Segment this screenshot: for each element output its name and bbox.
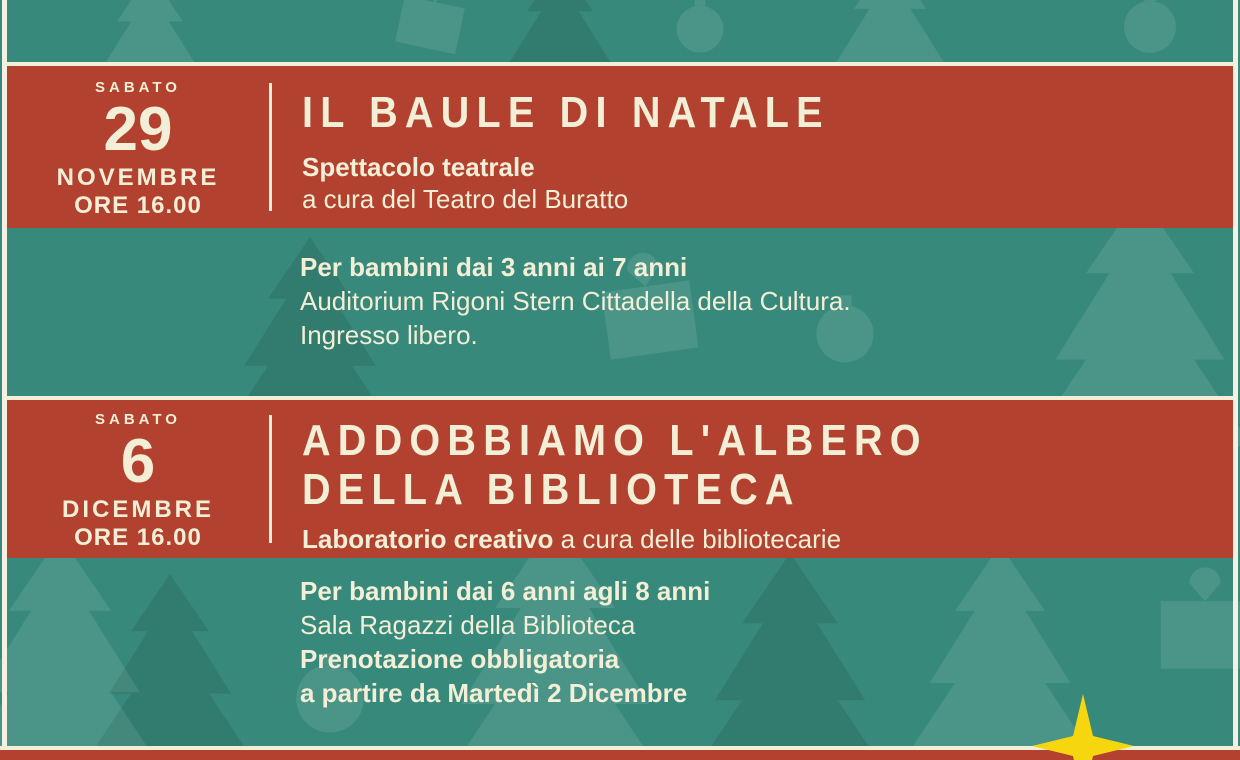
event-info-2 — [272, 400, 1233, 558]
subtitle-bold: Laboratorio creativo — [302, 523, 554, 554]
event-title-line-2: DELLA BIBLIOTECA — [302, 465, 801, 515]
month-label: NOVEMBRE — [56, 163, 220, 191]
event-date-2 — [7, 400, 269, 558]
event-subtitle-credit-1: a cura del Teatro del Buratto — [302, 184, 629, 215]
right-white-border — [1233, 0, 1238, 760]
event-title-line-1: ADDOBBIAMO L'ALBERO — [302, 416, 928, 465]
booking-start-line: a partire da Martedì 2 Dicembre — [300, 678, 688, 708]
event-details-2 — [300, 574, 710, 710]
event-subtitle-2 — [302, 523, 1223, 555]
month-label: DICEMBRE — [61, 495, 214, 523]
venue-line: Auditorium Rigoni Stern Cittadella della Cultura. — [300, 286, 851, 316]
gift-icon — [395, 0, 469, 54]
event-banner-1 — [7, 62, 1233, 228]
day-label: SABATO — [95, 79, 181, 97]
event-details-1 — [300, 250, 851, 352]
event-banner-2 — [7, 396, 1233, 558]
venue-line: Sala Ragazzi della Biblioteca — [300, 610, 636, 640]
day-number: 29 — [103, 95, 173, 165]
ornament-icon — [677, 0, 724, 53]
event-subtitle-type-1 — [302, 151, 1223, 183]
time-label: ORE 16.00 — [74, 523, 202, 551]
audience-line: Per bambini dai 3 anni ai 7 anni — [300, 252, 688, 282]
admission-line: Ingresso libero. — [300, 320, 478, 350]
ornament-icon — [1124, 0, 1176, 53]
event-info-1 — [272, 66, 1233, 228]
day-number: 6 — [120, 427, 156, 497]
subtitle-credit: a cura delle bibliotecarie — [560, 523, 842, 554]
audience-line: Per bambini dai 6 anni agli 8 anni — [300, 576, 711, 606]
subtitle-bold: Spettacolo teatrale — [302, 152, 535, 183]
event-date-1 — [7, 66, 269, 228]
day-label: SABATO — [95, 411, 181, 429]
gift-icon — [1161, 567, 1240, 668]
christmas-tree-icon — [691, 553, 889, 760]
time-label: ORE 16.00 — [74, 191, 202, 219]
star-icon — [1010, 688, 1160, 760]
booking-line: Prenotazione obbligatoria — [300, 644, 620, 674]
left-white-border — [2, 0, 7, 760]
event-title-2 — [302, 416, 1223, 515]
event-title-1: IL BAULE DI NATALE — [302, 88, 830, 137]
